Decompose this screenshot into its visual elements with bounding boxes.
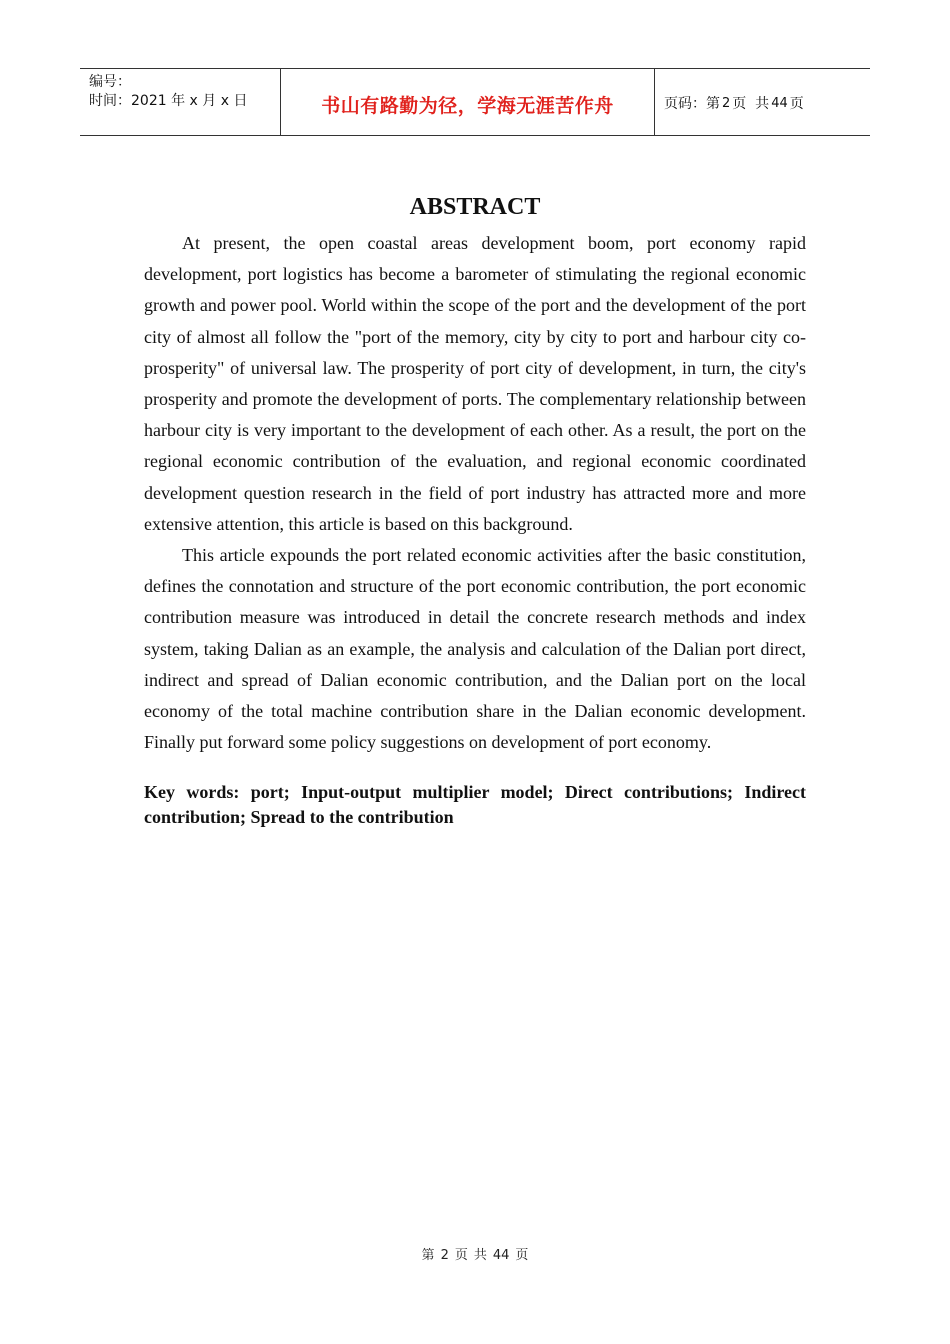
time-day: x	[220, 93, 230, 109]
abstract-section	[144, 190, 806, 830]
keywords: Key words: port; Input-output multiplier model; Direct contributions; Indirect contribution; Spread to the contribution	[144, 782, 806, 828]
time-line	[89, 92, 280, 111]
page-mid: 页 共	[732, 96, 770, 112]
time-year-unit: 年	[171, 93, 186, 109]
abstract-paragraph-1: At present, the open coastal areas development boom, port economy rapid development, port logistics has become a barometer of stimulating the regional economic growth and power pool. World within the scope of the port and the development of the port city of almost all follow the "port of the memory, city by city to port and harbour city co-prosperity" of universal law. The prosperity of port city of development, in turn, the city's prosperity and promote the development of ports. The complementary relationship between harbour city is very important to the development of each other. As a result, the port on the regional economic contribution of the evaluation, and regional economic coordinated development question research in the field of port industry has attracted more and more extensive attention, this article is based on this background.	[144, 233, 806, 534]
page-end: 页	[789, 96, 804, 112]
abstract-paragraph-2: This article expounds the port related economic activities after the basic constitution, defines the connotation and structure of the port economic contribution, the port economic contribution measure was introduced in detail the concrete research methods and index system, taking Dalian as an example, the analysis and calculation of the Dalian port direct, indirect and spread of Dalian economic contribution, and the Dalian port on the local economy of the total machine contribution share in the Dalian economic development. Finally put forward some policy suggestions on development of port economy.	[144, 545, 806, 753]
page-footer	[0, 1244, 950, 1263]
time-label: 时间：	[89, 93, 131, 109]
time-day-unit: 日	[233, 93, 248, 109]
time-month: x	[189, 93, 198, 109]
page-header	[80, 68, 870, 136]
page-title: ABSTRACT	[409, 194, 541, 220]
time-month-unit: 月	[202, 93, 217, 109]
page-current: 2	[722, 95, 731, 111]
footer-suffix: 页	[515, 1248, 529, 1263]
footer-mid2: 共	[473, 1248, 487, 1263]
motto-text: 书山有路勤为径，学海无涯苦作舟	[321, 94, 614, 117]
header-motto-cell	[281, 69, 655, 135]
page-label: 页码：第	[664, 96, 720, 112]
footer-prefix: 第	[421, 1248, 435, 1263]
number-label: 编号：	[89, 74, 131, 90]
footer-mid1: 页	[454, 1248, 468, 1263]
footer-current: 2	[440, 1248, 449, 1263]
header-page-cell	[655, 69, 870, 135]
time-year: 2021	[131, 93, 167, 109]
header-meta-cell	[80, 69, 281, 135]
footer-total: 44	[492, 1248, 510, 1263]
page-total: 44	[771, 95, 788, 111]
